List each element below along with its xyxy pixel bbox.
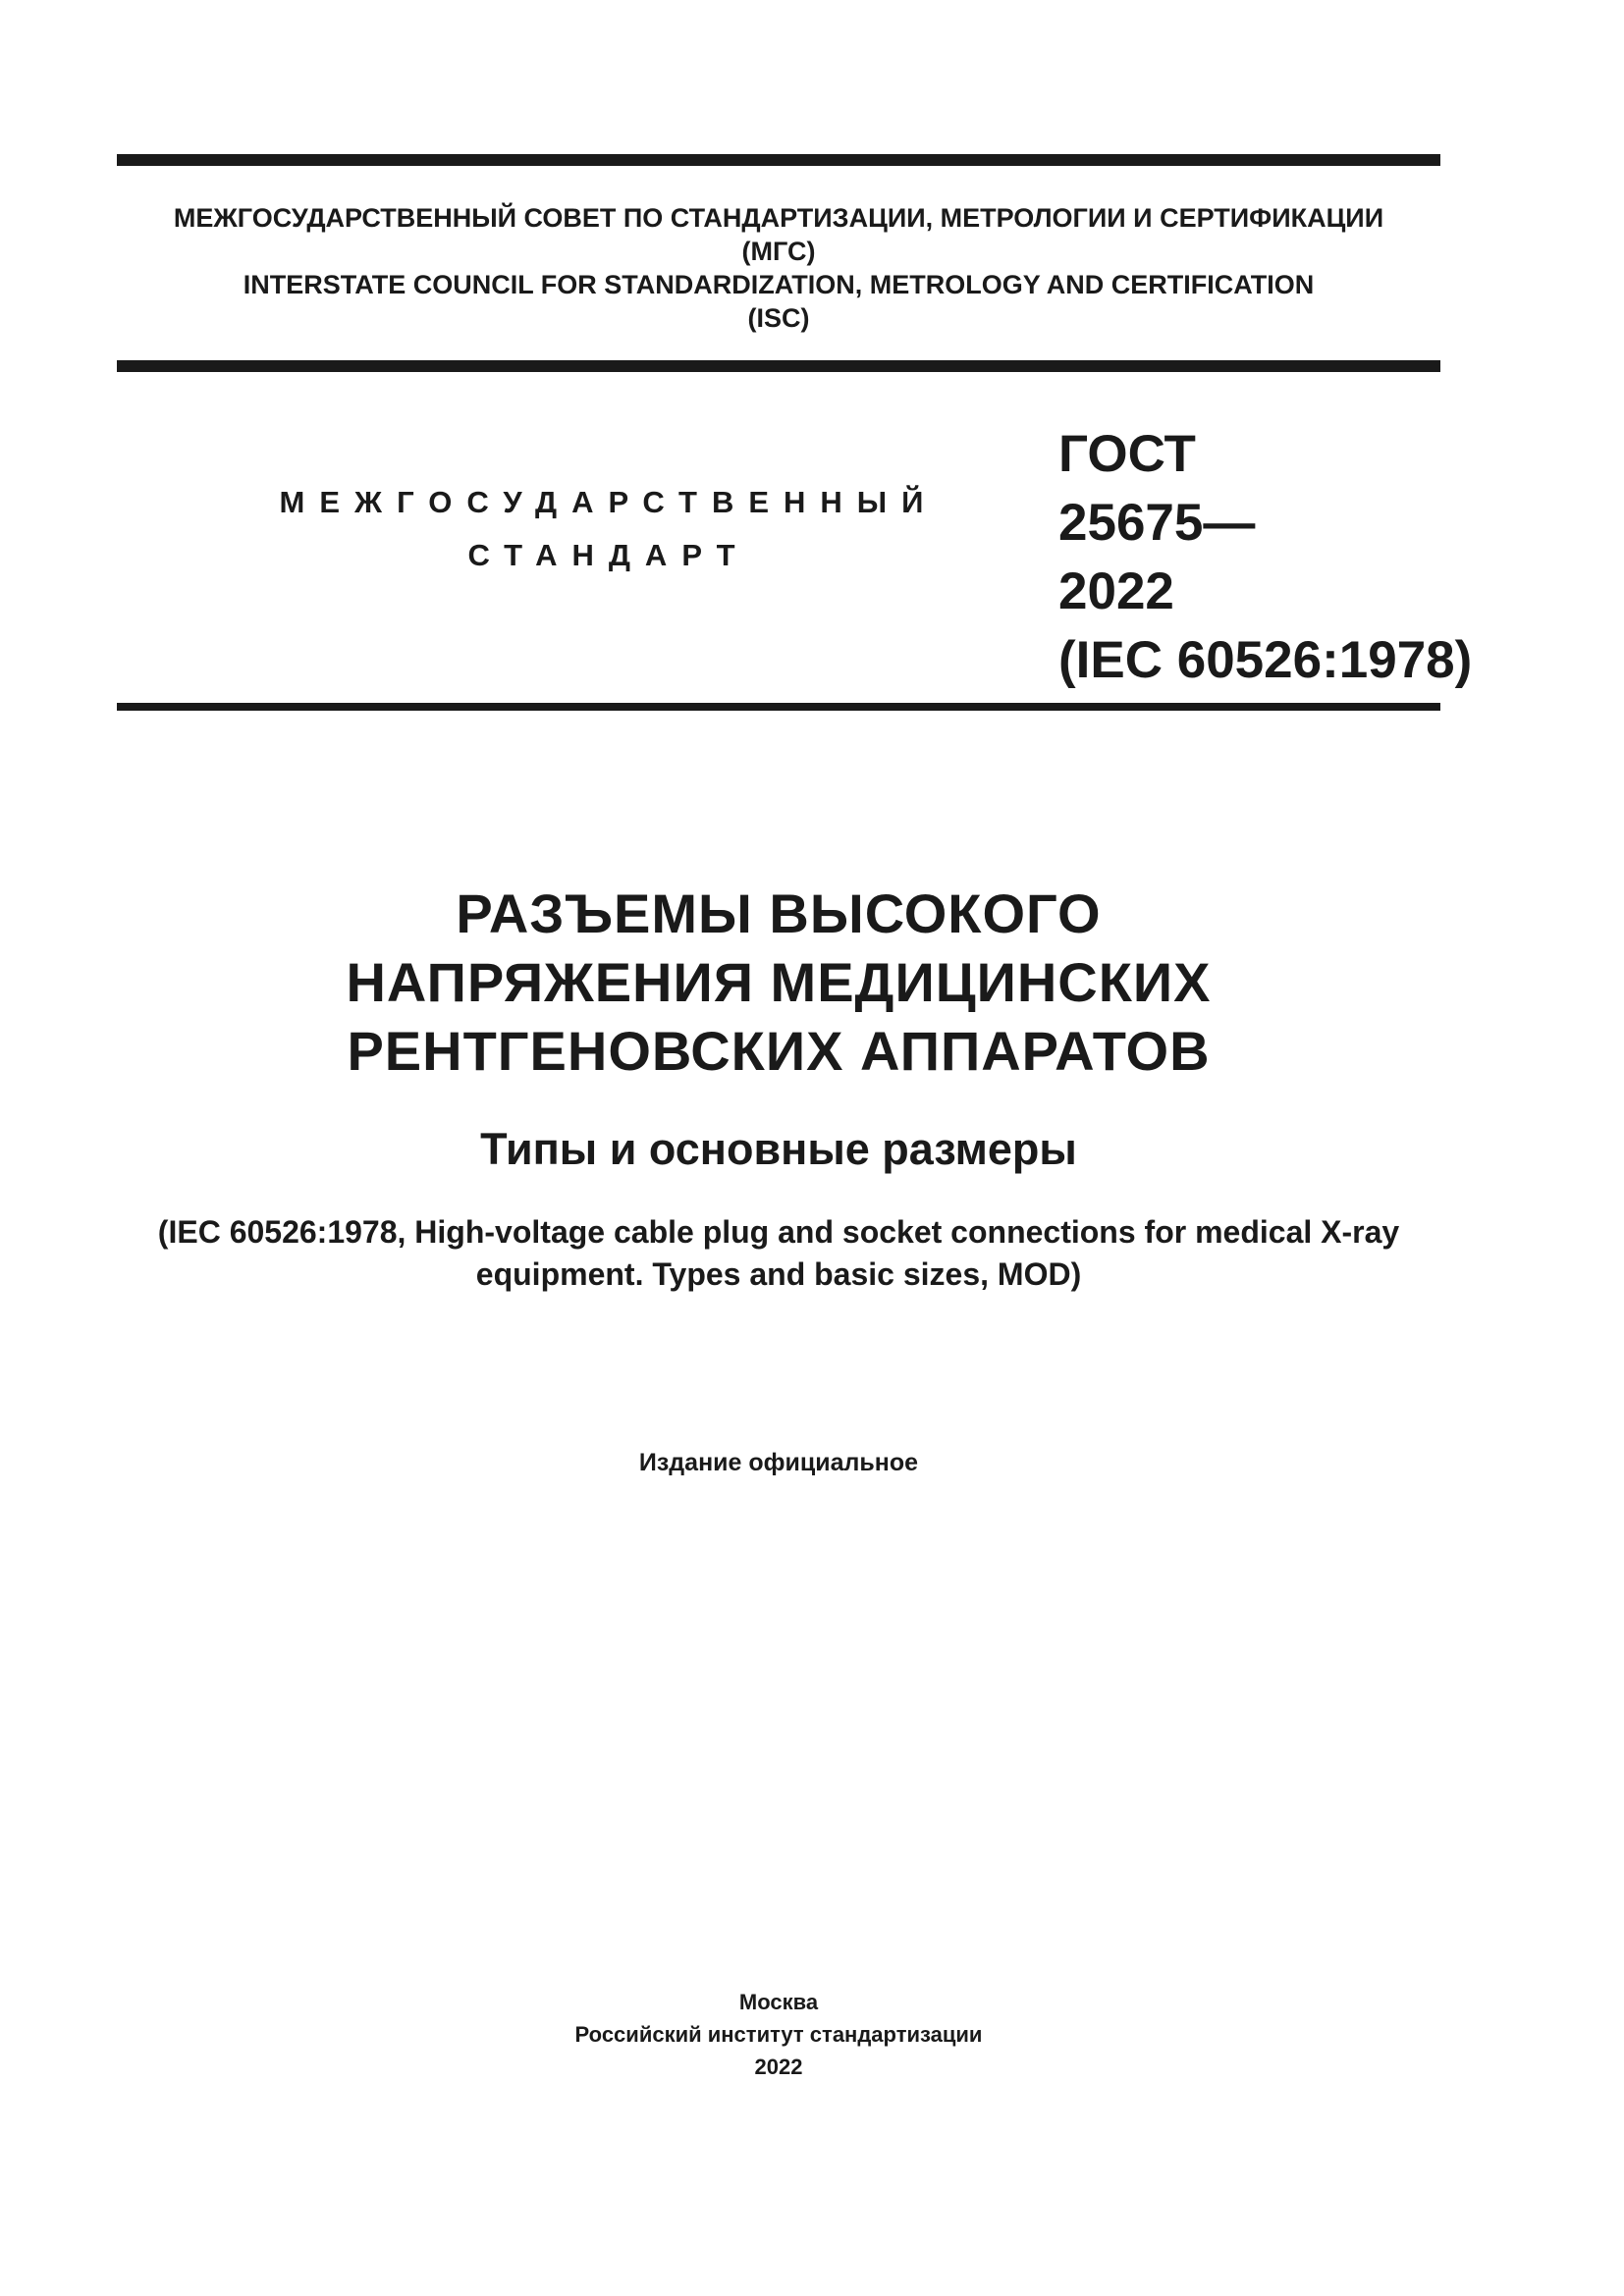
imprint-year: 2022 bbox=[754, 2055, 803, 2079]
imprint-city: Москва bbox=[738, 1990, 819, 2014]
designation-line4: (IEC 60526:1978) bbox=[1058, 631, 1473, 689]
council-en-name: INTERSTATE COUNCIL FOR STANDARDIZATION, METROLOGY AND CERTIFICATION bbox=[243, 270, 1315, 299]
iec-reference-line2: equipment. Types and basic sizes, MOD) bbox=[475, 1256, 1082, 1292]
edition-note: Издание официальное bbox=[638, 1449, 919, 1476]
standard-type-line2: СТАНДАРТ bbox=[467, 538, 750, 572]
designation-line2: 25675— bbox=[1058, 494, 1256, 552]
council-ru-abbr: (МГС) bbox=[741, 237, 816, 266]
iec-reference-line1: (IEC 60526:1978, High-voltage cable plug and socket connections for medical X-ray bbox=[157, 1214, 1400, 1250]
standard-type-label bbox=[275, 476, 943, 582]
designation-line1: ГОСТ bbox=[1058, 425, 1196, 483]
document-subtitle: Типы и основные размеры bbox=[480, 1124, 1077, 1174]
top-rule bbox=[117, 154, 1440, 166]
council-ru-name: МЕЖГОСУДАРСТВЕННЫЙ СОВЕТ ПО СТАНДАРТИЗАЦИИ, МЕТРОЛОГИИ И СЕРТИФИКАЦИИ bbox=[173, 203, 1384, 233]
title-line2: НАПРЯЖЕНИЯ МЕДИЦИНСКИХ bbox=[346, 951, 1212, 1013]
title-line1: РАЗЪЕМЫ ВЫСОКОГО bbox=[456, 882, 1102, 944]
header-rule bbox=[117, 360, 1440, 372]
document-title bbox=[117, 880, 1440, 1086]
council-en-abbr: (ISC) bbox=[747, 303, 810, 333]
title-line3: РЕНТГЕНОВСКИХ АППАРАТОВ bbox=[347, 1020, 1211, 1082]
designation-rule bbox=[117, 703, 1440, 711]
imprint-publisher: Российский институт стандартизации bbox=[574, 2022, 983, 2047]
publisher-imprint bbox=[117, 1986, 1440, 2083]
designation-line3: 2022 bbox=[1058, 562, 1174, 620]
standard-type-line1: МЕЖГОСУДАРСТВЕННЫЙ bbox=[279, 485, 939, 519]
iec-reference bbox=[117, 1211, 1440, 1296]
standard-designation bbox=[1058, 420, 1472, 695]
council-header bbox=[117, 201, 1440, 335]
